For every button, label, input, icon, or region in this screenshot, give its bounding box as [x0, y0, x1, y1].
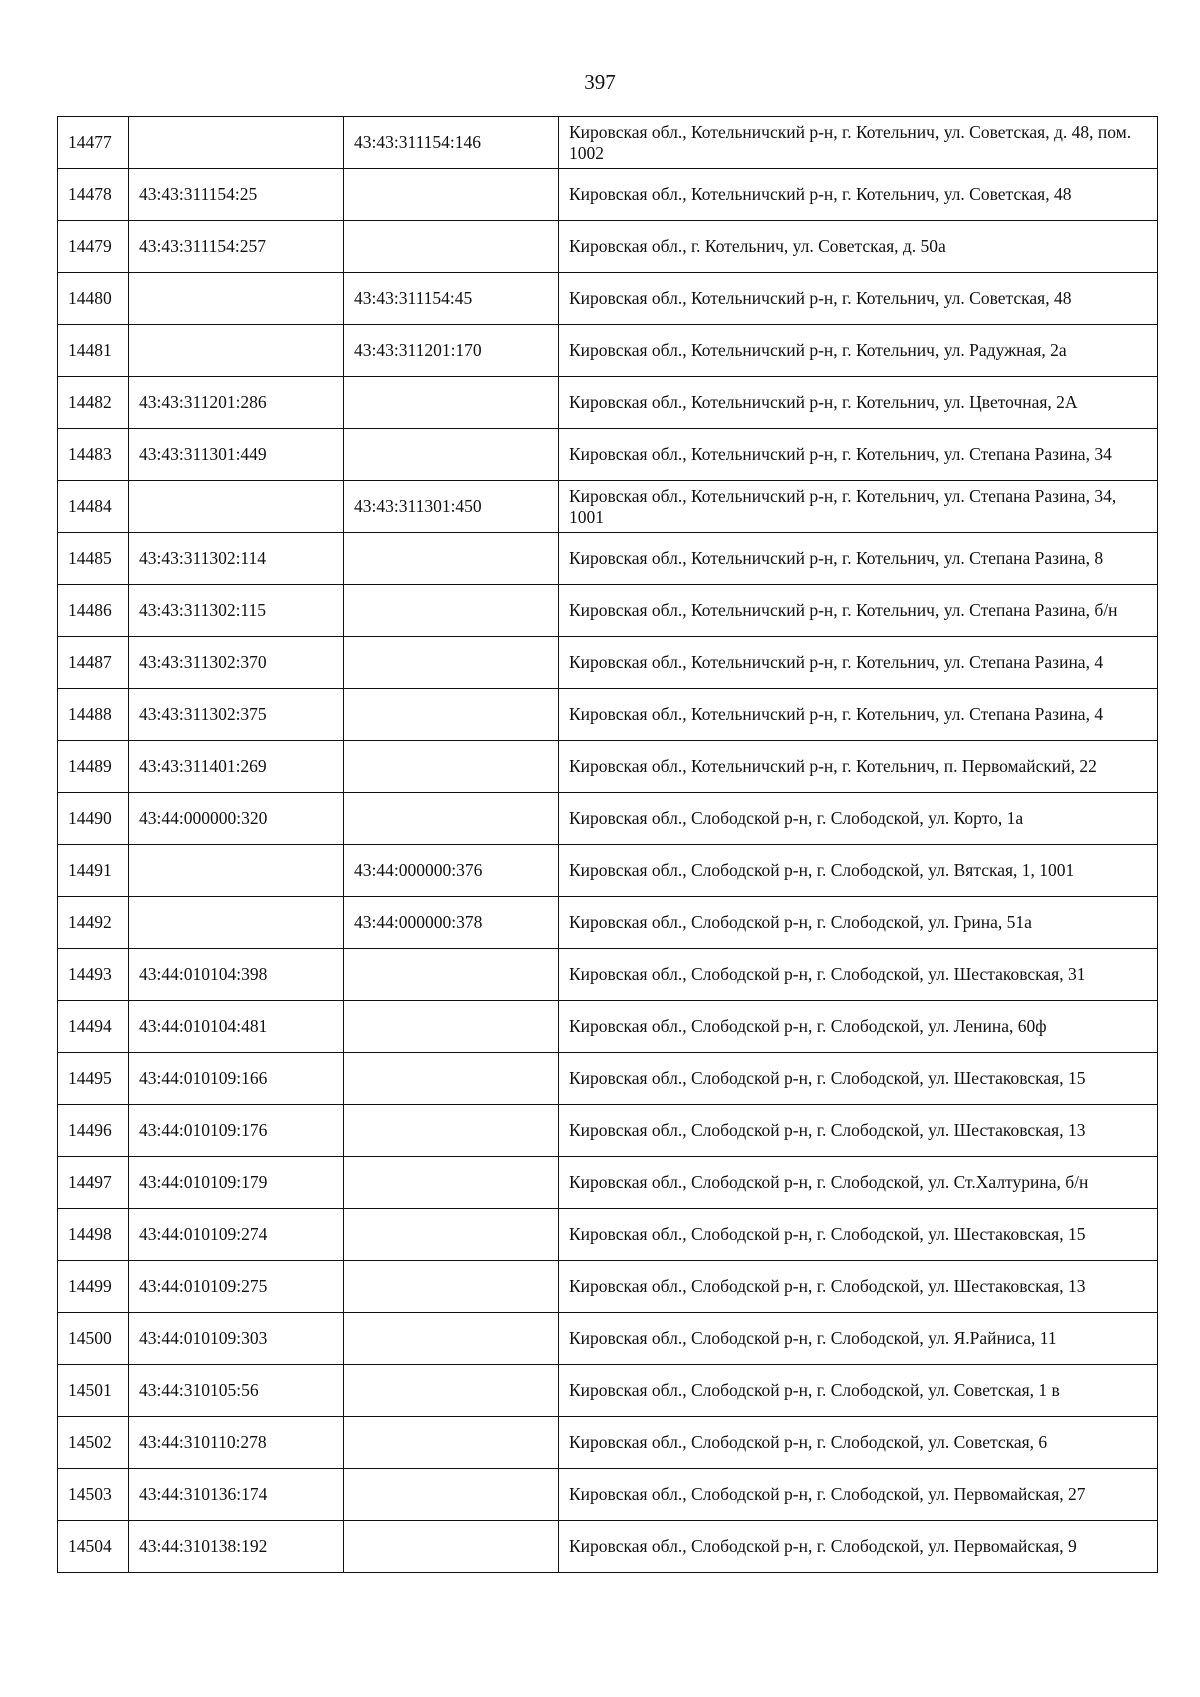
address-cell: Кировская обл., Слободской р-н, г. Слободской, ул. Корто, 1а — [559, 793, 1158, 845]
land-cadastral-number-cell: 43:43:311201:286 — [129, 377, 344, 429]
row-number-cell: 14497 — [58, 1157, 129, 1209]
address-cell: Кировская обл., Слободской р-н, г. Слободской, ул. Шестаковская, 31 — [559, 949, 1158, 1001]
address-cell: Кировская обл., Слободской р-н, г. Слободской, ул. Шестаковская, 15 — [559, 1053, 1158, 1105]
registry-table — [57, 116, 1158, 1573]
table-row — [58, 481, 1158, 533]
row-number-cell: 14500 — [58, 1313, 129, 1365]
row-number-cell: 14484 — [58, 481, 129, 533]
object-cadastral-number-cell — [344, 1313, 559, 1365]
land-cadastral-number-cell: 43:44:310110:278 — [129, 1417, 344, 1469]
table-row — [58, 1157, 1158, 1209]
table-row — [58, 377, 1158, 429]
land-cadastral-number-cell — [129, 325, 344, 377]
address-cell: Кировская обл., Слободской р-н, г. Слободской, ул. Вятская, 1, 1001 — [559, 845, 1158, 897]
object-cadastral-number-cell — [344, 637, 559, 689]
object-cadastral-number-cell — [344, 793, 559, 845]
land-cadastral-number-cell — [129, 845, 344, 897]
table-row — [58, 897, 1158, 949]
table-row — [58, 1209, 1158, 1261]
row-number-cell: 14494 — [58, 1001, 129, 1053]
object-cadastral-number-cell — [344, 221, 559, 273]
page-number: 397 — [584, 70, 616, 94]
address-cell: Кировская обл., Слободской р-н, г. Слободской, ул. Грина, 51а — [559, 897, 1158, 949]
address-cell: Кировская обл., Слободской р-н, г. Слободской, ул. Первомайская, 27 — [559, 1469, 1158, 1521]
table-row — [58, 1313, 1158, 1365]
row-number-cell: 14478 — [58, 169, 129, 221]
row-number-cell: 14482 — [58, 377, 129, 429]
address-cell: Кировская обл., Котельничский р-н, г. Котельнич, п. Первомайский, 22 — [559, 741, 1158, 793]
address-cell: Кировская обл., Слободской р-н, г. Слободской, ул. Ленина, 60ф — [559, 1001, 1158, 1053]
object-cadastral-number-cell — [344, 949, 559, 1001]
row-number-cell: 14489 — [58, 741, 129, 793]
address-cell: Кировская обл., Котельничский р-н, г. Котельнич, ул. Степана Разина, 4 — [559, 637, 1158, 689]
address-cell: Кировская обл., Слободской р-н, г. Слободской, ул. Шестаковская, 13 — [559, 1261, 1158, 1313]
address-cell: Кировская обл., Котельничский р-н, г. Котельнич, ул. Степана Разина, 4 — [559, 689, 1158, 741]
table-row — [58, 221, 1158, 273]
object-cadastral-number-cell — [344, 169, 559, 221]
row-number-cell: 14504 — [58, 1521, 129, 1573]
address-cell: Кировская обл., Слободской р-н, г. Слободской, ул. Советская, 1 в — [559, 1365, 1158, 1417]
table-row — [58, 1469, 1158, 1521]
table-row — [58, 429, 1158, 481]
table-row — [58, 949, 1158, 1001]
row-number-cell: 14502 — [58, 1417, 129, 1469]
address-cell: Кировская обл., Слободской р-н, г. Слободской, ул. Я.Райниса, 11 — [559, 1313, 1158, 1365]
table-row — [58, 1053, 1158, 1105]
table-row — [58, 533, 1158, 585]
table-row — [58, 1105, 1158, 1157]
address-cell: Кировская обл., Котельничский р-н, г. Котельнич, ул. Советская, 48 — [559, 273, 1158, 325]
land-cadastral-number-cell: 43:43:311154:25 — [129, 169, 344, 221]
land-cadastral-number-cell: 43:43:311401:269 — [129, 741, 344, 793]
table-row — [58, 1261, 1158, 1313]
row-number-cell: 14491 — [58, 845, 129, 897]
row-number-cell: 14487 — [58, 637, 129, 689]
table-row — [58, 117, 1158, 169]
row-number-cell: 14486 — [58, 585, 129, 637]
table-row — [58, 169, 1158, 221]
address-cell: Кировская обл., Котельничский р-н, г. Котельнич, ул. Степана Разина, б/н — [559, 585, 1158, 637]
land-cadastral-number-cell: 43:44:310105:56 — [129, 1365, 344, 1417]
object-cadastral-number-cell — [344, 1365, 559, 1417]
object-cadastral-number-cell — [344, 429, 559, 481]
land-cadastral-number-cell: 43:44:010109:275 — [129, 1261, 344, 1313]
land-cadastral-number-cell: 43:44:010109:179 — [129, 1157, 344, 1209]
table-row — [58, 585, 1158, 637]
object-cadastral-number-cell — [344, 533, 559, 585]
land-cadastral-number-cell: 43:44:010109:166 — [129, 1053, 344, 1105]
land-cadastral-number-cell: 43:43:311301:449 — [129, 429, 344, 481]
table-row — [58, 741, 1158, 793]
table-row — [58, 1417, 1158, 1469]
row-number-cell: 14488 — [58, 689, 129, 741]
row-number-cell: 14479 — [58, 221, 129, 273]
row-number-cell: 14492 — [58, 897, 129, 949]
object-cadastral-number-cell: 43:43:311301:450 — [344, 481, 559, 533]
row-number-cell: 14490 — [58, 793, 129, 845]
address-cell: Кировская обл., Слободской р-н, г. Слободской, ул. Советская, 6 — [559, 1417, 1158, 1469]
object-cadastral-number-cell: 43:44:000000:376 — [344, 845, 559, 897]
table-row — [58, 637, 1158, 689]
object-cadastral-number-cell: 43:43:311154:146 — [344, 117, 559, 169]
address-cell: Кировская обл., Слободской р-н, г. Слободской, ул. Ст.Халтурина, б/н — [559, 1157, 1158, 1209]
land-cadastral-number-cell: 43:43:311302:375 — [129, 689, 344, 741]
object-cadastral-number-cell — [344, 689, 559, 741]
object-cadastral-number-cell — [344, 1001, 559, 1053]
address-cell: Кировская обл., Котельничский р-н, г. Котельнич, ул. Советская, 48 — [559, 169, 1158, 221]
address-cell: Кировская обл., Слободской р-н, г. Слободской, ул. Первомайская, 9 — [559, 1521, 1158, 1573]
row-number-cell: 14481 — [58, 325, 129, 377]
land-cadastral-number-cell: 43:43:311154:257 — [129, 221, 344, 273]
land-cadastral-number-cell: 43:43:311302:370 — [129, 637, 344, 689]
row-number-cell: 14496 — [58, 1105, 129, 1157]
row-number-cell: 14480 — [58, 273, 129, 325]
row-number-cell: 14493 — [58, 949, 129, 1001]
table-row — [58, 793, 1158, 845]
land-cadastral-number-cell: 43:43:311302:115 — [129, 585, 344, 637]
registry-table-body — [58, 117, 1158, 1573]
object-cadastral-number-cell — [344, 1469, 559, 1521]
address-cell: Кировская обл., Котельничский р-н, г. Котельнич, ул. Радужная, 2а — [559, 325, 1158, 377]
table-row — [58, 1365, 1158, 1417]
row-number-cell: 14499 — [58, 1261, 129, 1313]
table-row — [58, 689, 1158, 741]
land-cadastral-number-cell — [129, 117, 344, 169]
object-cadastral-number-cell — [344, 1209, 559, 1261]
address-cell: Кировская обл., Котельничский р-н, г. Котельнич, ул. Степана Разина, 34 — [559, 429, 1158, 481]
land-cadastral-number-cell: 43:44:010104:398 — [129, 949, 344, 1001]
land-cadastral-number-cell: 43:43:311302:114 — [129, 533, 344, 585]
address-cell: Кировская обл., г. Котельнич, ул. Советская, д. 50а — [559, 221, 1158, 273]
object-cadastral-number-cell — [344, 1417, 559, 1469]
address-cell: Кировская обл., Котельничский р-н, г. Котельнич, ул. Степана Разина, 34, 1001 — [559, 481, 1158, 533]
land-cadastral-number-cell: 43:44:310138:192 — [129, 1521, 344, 1573]
object-cadastral-number-cell — [344, 741, 559, 793]
table-row — [58, 1521, 1158, 1573]
land-cadastral-number-cell: 43:44:310136:174 — [129, 1469, 344, 1521]
row-number-cell: 14503 — [58, 1469, 129, 1521]
row-number-cell: 14477 — [58, 117, 129, 169]
table-row — [58, 273, 1158, 325]
table-row — [58, 325, 1158, 377]
land-cadastral-number-cell: 43:44:010109:274 — [129, 1209, 344, 1261]
object-cadastral-number-cell — [344, 1053, 559, 1105]
address-cell: Кировская обл., Слободской р-н, г. Слободской, ул. Шестаковская, 13 — [559, 1105, 1158, 1157]
row-number-cell: 14498 — [58, 1209, 129, 1261]
row-number-cell: 14485 — [58, 533, 129, 585]
land-cadastral-number-cell — [129, 273, 344, 325]
table-row — [58, 845, 1158, 897]
object-cadastral-number-cell — [344, 377, 559, 429]
land-cadastral-number-cell — [129, 481, 344, 533]
table-row — [58, 1001, 1158, 1053]
object-cadastral-number-cell — [344, 1521, 559, 1573]
object-cadastral-number-cell: 43:43:311201:170 — [344, 325, 559, 377]
object-cadastral-number-cell — [344, 585, 559, 637]
object-cadastral-number-cell: 43:44:000000:378 — [344, 897, 559, 949]
address-cell: Кировская обл., Слободской р-н, г. Слободской, ул. Шестаковская, 15 — [559, 1209, 1158, 1261]
row-number-cell: 14501 — [58, 1365, 129, 1417]
object-cadastral-number-cell: 43:43:311154:45 — [344, 273, 559, 325]
land-cadastral-number-cell: 43:44:010109:176 — [129, 1105, 344, 1157]
address-cell: Кировская обл., Котельничский р-н, г. Котельнич, ул. Степана Разина, 8 — [559, 533, 1158, 585]
row-number-cell: 14495 — [58, 1053, 129, 1105]
address-cell: Кировская обл., Котельничский р-н, г. Котельнич, ул. Советская, д. 48, пом. 1002 — [559, 117, 1158, 169]
address-cell: Кировская обл., Котельничский р-н, г. Котельнич, ул. Цветочная, 2А — [559, 377, 1158, 429]
land-cadastral-number-cell: 43:44:000000:320 — [129, 793, 344, 845]
land-cadastral-number-cell: 43:44:010109:303 — [129, 1313, 344, 1365]
object-cadastral-number-cell — [344, 1261, 559, 1313]
object-cadastral-number-cell — [344, 1157, 559, 1209]
object-cadastral-number-cell — [344, 1105, 559, 1157]
land-cadastral-number-cell: 43:44:010104:481 — [129, 1001, 344, 1053]
row-number-cell: 14483 — [58, 429, 129, 481]
land-cadastral-number-cell — [129, 897, 344, 949]
